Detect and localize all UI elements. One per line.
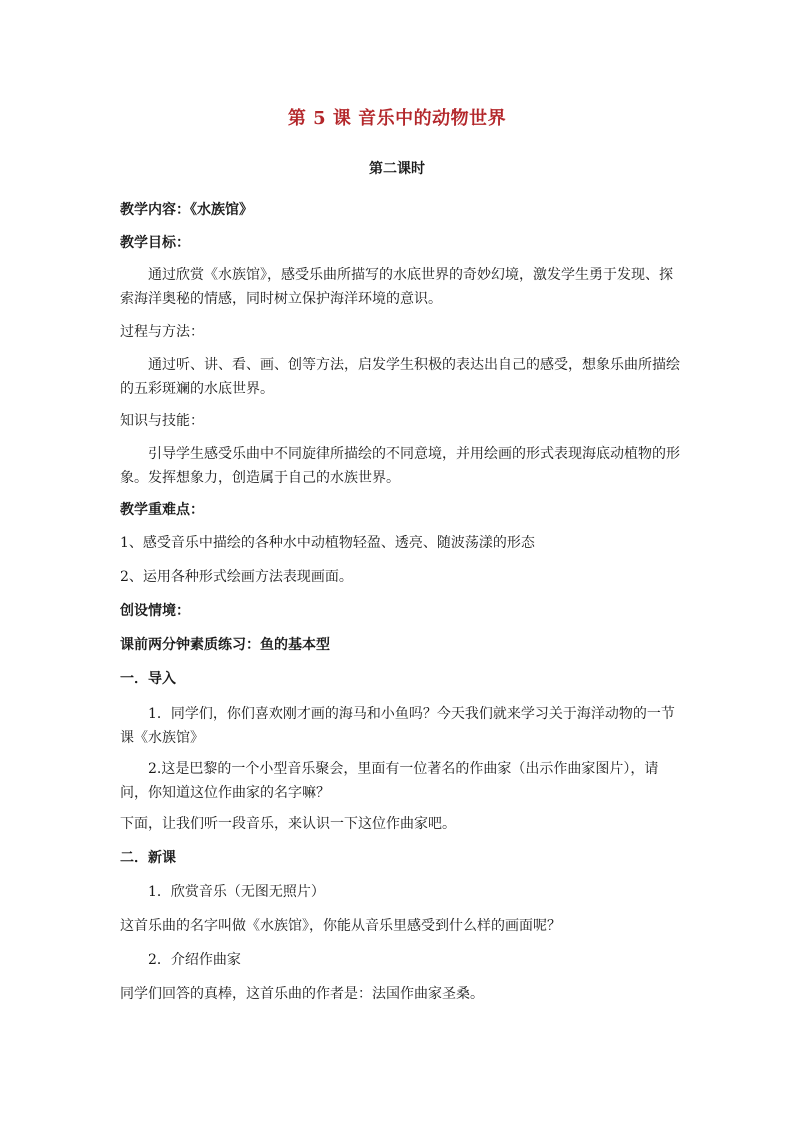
warmup-label: 课前两分钟素质练习：鱼的基本型: [120, 637, 330, 653]
goals-text: 通过欣赏《水族馆》，感受乐曲所描写的水底世界的奇妙幻境，激发学生勇于发现、探索海洋奥秘的情感，同时树立保护海洋环境的意识。: [120, 267, 673, 307]
skills-text: 引导学生感受乐曲中不同旋律所描绘的不同意境，并用绘画的形式表现海底动植物的形象。发挥想象力，创造属于自己的水族世界。: [120, 446, 680, 486]
intro-item-2: 2.这是巴黎的一个小型音乐聚会，里面有一位著名的作曲家（出示作曲家图片），请问，你知道这位作曲家的名字嘛？: [120, 761, 659, 801]
intro-item-1: 1．同学们，你们喜欢刚才画的海马和小鱼吗？今天我们就来学习关于海洋动物的一节课《水族馆》: [120, 706, 675, 746]
key-item-2: 2、运用各种形式绘画方法表现画面。: [120, 569, 353, 585]
section-new-heading: 二．新课: [120, 850, 176, 866]
goals-label: 教学目标：: [120, 235, 190, 251]
new-item-2: 2．介绍作曲家: [148, 952, 241, 968]
section-intro-heading: 一．导入: [120, 671, 176, 687]
content-label: 教学内容：《水族馆》: [120, 202, 253, 218]
new-item-1: 1．欣赏音乐（无图无照片）: [148, 884, 325, 900]
page-subtitle: 第二课时: [369, 161, 425, 177]
key-item-1: 1、感受音乐中描绘的各种水中动植物轻盈、透亮、随波荡漾的形态: [120, 535, 535, 551]
skills-label: 知识与技能：: [120, 413, 204, 429]
new-item-1-text: 这首乐曲的名字叫做《水族馆》，你能从音乐里感受到什么样的画面呢？: [120, 918, 561, 934]
new-item-2-text: 同学们回答的真棒，这首乐曲的作者是：法国作曲家圣桑。: [120, 986, 484, 1002]
key-label: 教学重难点：: [120, 502, 204, 518]
scene-label: 创设情境：: [120, 603, 190, 619]
page-title: 第 5 课 音乐中的动物世界: [287, 108, 507, 129]
intro-item-3: 下面，让我们听一段音乐，来认识一下这位作曲家吧。: [120, 816, 456, 832]
process-text: 通过听、讲、看、画、创等方法，启发学生积极的表达出自己的感受，想象乐曲所描绘的五彩斑斓的水底世界。: [120, 357, 680, 397]
process-label: 过程与方法：: [120, 324, 204, 340]
